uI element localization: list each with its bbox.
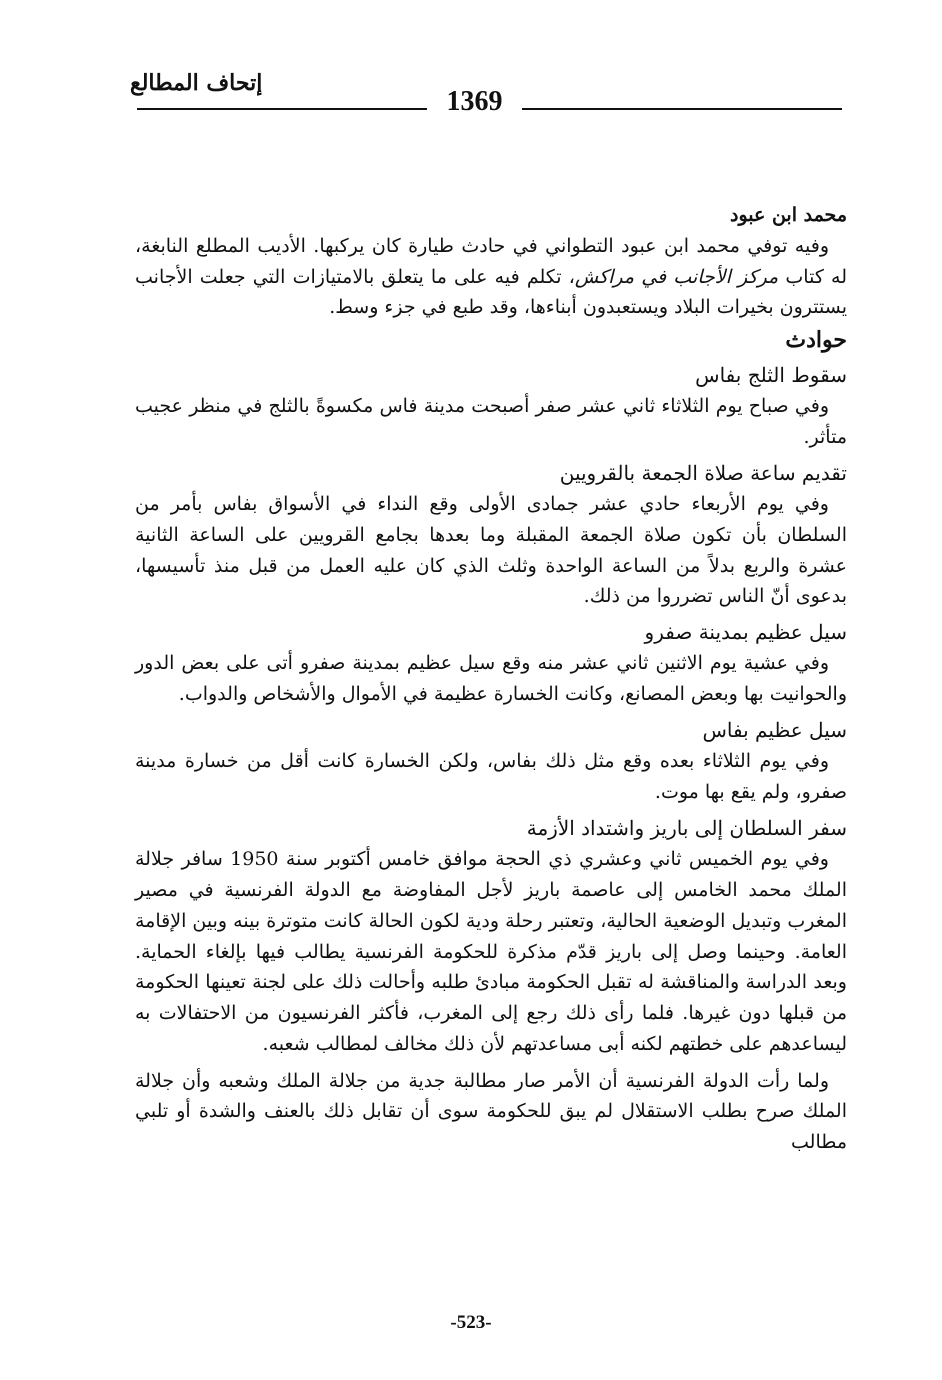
event-body-sefrou-flood: وفي عشية يوم الاثنين ثاني عشر منه وقع سيل عظيم بمدينة صفرو أتى على بعض الدور والحوانيت بها وبعض المصانع، وكانت الخسارة عظيمة في الأموال والأشخاص والدواب. bbox=[135, 652, 847, 706]
event-heading-snow: سقوط الثلج بفاس bbox=[695, 362, 847, 387]
obituary-heading: محمد ابن عبود bbox=[729, 204, 847, 226]
page-number: -523- bbox=[450, 1312, 492, 1333]
event-heading-friday-prayer: تقديم ساعة صلاة الجمعة بالقرويين bbox=[559, 460, 847, 485]
header-year: 1369 bbox=[446, 86, 503, 117]
event-heading-sultan-paris: سفر السلطان إلى باريز واشتداد الأزمة bbox=[526, 815, 847, 840]
obituary-text-part-2: ، تكلم فيه على ما يتعلق بالامتيازات التي جعلت الأجانب يستترون بخيرات البلاد ويستعبدون أبناءها، وقد طبع في جزء وسط. bbox=[135, 265, 847, 319]
event-body-sultan-paris: وفي يوم الخميس ثاني وعشري ذي الحجة موافق خامس أكتوبر سنة 1950 سافر جلالة الملك محمد الخامس إلى عاصمة باريز لأجل المفاوضة مع الدولة الفرنسية في مصير المغرب وتبديل الوضعية الحالية، وتعتبر رحلة ودية لكون الحالة كانت متوترة بينه وبين الإقامة العامة. وحينما وصل إلى باريز قدّم مذكرة للحكومة الفرنسية يطالب فيها بإلغاء الحماية. وبعد الدراسة والمناقشة له تقبل الحكومة مبادئ طلبه وأحالت ذلك على لجنة تعينها الحكومة من قبلها دون غيرها. فلما رأى ذلك رجع إلى المغرب، فأكثر الفرنسيون من الاحتفالات به ليساعدهم على خطتهم لكنه أبى مساعدتهم لأن ذلك مخالف لمطالب شعبه. bbox=[135, 848, 847, 1055]
events-section-title: حوادث bbox=[785, 327, 847, 354]
page-body bbox=[135, 200, 847, 1158]
running-header-title: إتحاف المطالع bbox=[130, 70, 263, 96]
event-heading-sefrou-flood: سيل عظيم بمدينة صفرو bbox=[644, 620, 847, 645]
obituary-paragraph bbox=[135, 231, 847, 323]
book-title: مركز الأجانب في مراكش bbox=[574, 265, 779, 288]
event-body-fes-flood: وفي يوم الثلاثاء بعده وقع مثل ذلك بفاس، ولكن الخسارة كانت أقل من خسارة مدينة صفرو، ولم يقع بها موت. bbox=[135, 750, 847, 804]
event-body-friday-prayer: وفي يوم الأربعاء حادي عشر جمادى الأولى وقع النداء في الأسواق بفاس بأمر من السلطان بأن تكون صلاة الجمعة المقبلة وما بعدها بجامع القرويين على الساعة الثانية عشرة والربع بدلاً من الساعة الواحدة وثلث الذي كان عليه العمل من قبل منذ تأسيسها، بدعوى أنّ الناس تضرروا من ذلك. bbox=[135, 493, 847, 608]
event-body-snow: وفي صباح يوم الثلاثاء ثاني عشر صفر أصبحت مدينة فاس مكسوةً بالثلج في منظر عجيب متأثر. bbox=[135, 395, 847, 448]
event-heading-fes-flood: سيل عظيم بفاس bbox=[702, 717, 847, 742]
header-rule-right bbox=[522, 108, 842, 110]
header-rule-left bbox=[137, 108, 427, 110]
obituary-text-part-1: وفيه توفي محمد ابن عبود التطواني في حادث طيارة كان يركبها. الأديب المطلع النابغة، له كتاب bbox=[135, 234, 848, 288]
event-body-sultan-paris-continued: ولما رأت الدولة الفرنسية أن الأمر صار مطالبة جدية من جلالة الملك وشعبه وأن جلالة الملك صرح بطلب الاستقلال لم يبق للحكومة سوى أن تقابل ذلك بالعنف والشدة أو تلبي مطالب bbox=[135, 1069, 847, 1154]
